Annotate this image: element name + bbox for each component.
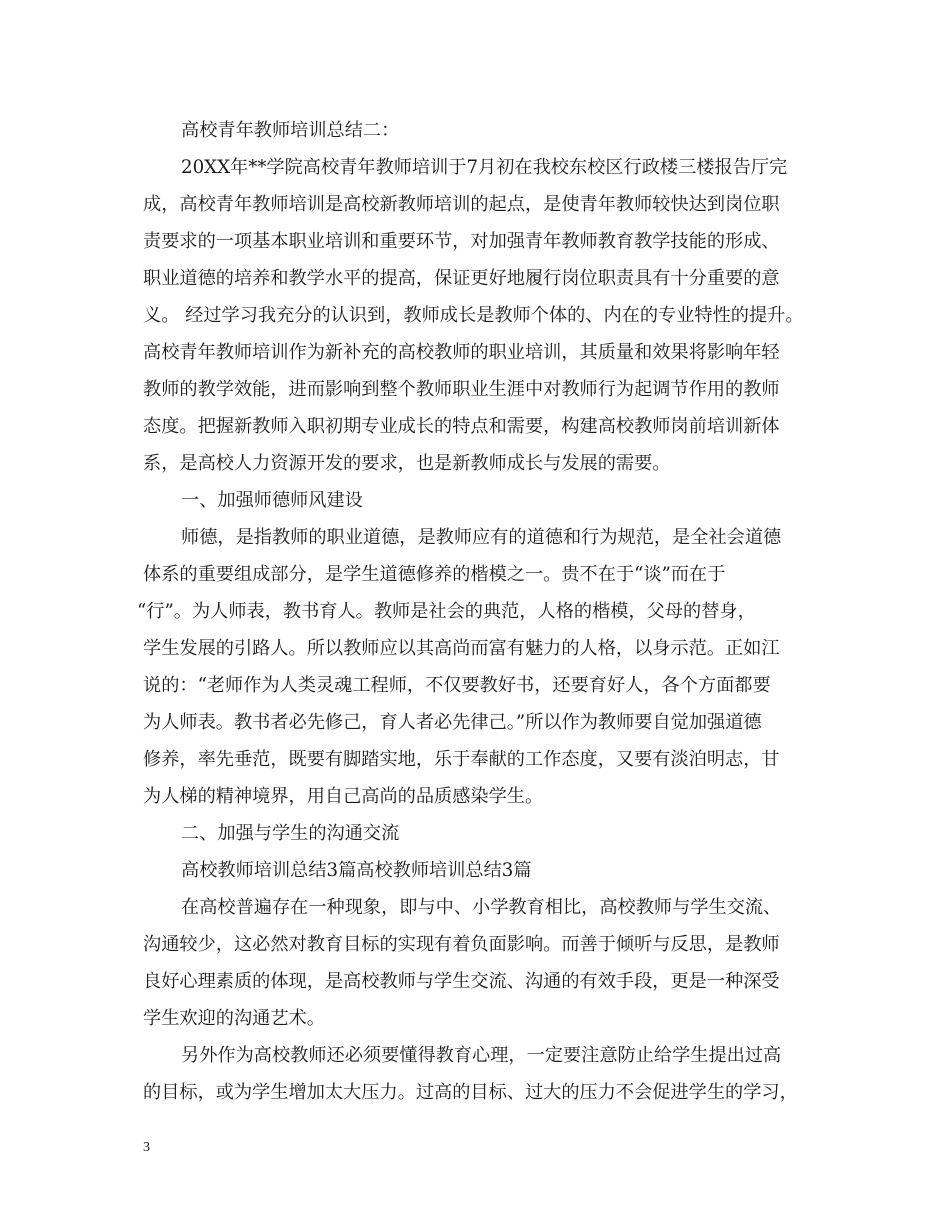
- text-line: 成，高校青年教师培训是高校新教师培训的起点，是使青年教师较快达到岗位职: [143, 194, 780, 215]
- text-line: 高校青年教师培训作为新补充的高校教师的职业培训，其质量和效果将影响年轻: [143, 342, 780, 363]
- text-line: 学生欢迎的沟通艺术。: [143, 1008, 325, 1029]
- section-heading: 二、加强与学生的沟通交流: [181, 823, 400, 844]
- text-line: 学生发展的引路人。所以教师应以其高尚而富有魅力的人格，以身示范。正如江: [143, 638, 780, 659]
- text-line: 教师的教学效能，进而影响到整个教师职业生涯中对教师行为起调节作用的教师: [143, 379, 780, 400]
- section-heading: 一、加强师德师风建设: [181, 490, 363, 511]
- text-line: 高校青年教师培训总结二：: [181, 120, 400, 141]
- text-line: 态度。把握新教师入职初期专业成长的特点和需要，构建高校教师岗前培训新体: [143, 416, 780, 437]
- text-line: 为人师表。教书者必先修己，育人者必先律己。”所以作为教师要自觉加强道德: [143, 712, 762, 733]
- text-line: 体系的重要组成部分，是学生道德修养的楷模之一。贵不在于“谈”而在于: [143, 564, 726, 585]
- text-line: 责要求的一项基本职业培训和重要环节，对加强青年教师教育教学技能的形成、: [143, 231, 780, 252]
- text-line: 20XX年**学院高校青年教师培训于7月初在我校东校区行政楼三楼报告厅完: [181, 157, 788, 178]
- page-number: 3: [143, 1140, 150, 1155]
- text-line: 在高校普遍存在一种现象，即与中、小学教育相比，高校教师与学生交流、: [181, 897, 782, 918]
- text-line: 为人梯的精神境界，用自己高尚的品质感染学生。: [143, 786, 544, 807]
- text-line: 说的：“老师作为人类灵魂工程师，不仅要教好书，还要育好人，各个方面都要: [143, 675, 771, 696]
- text-line: 修养，率先垂范，既要有脚踏实地，乐于奉献的工作态度，又要有淡泊明志，甘: [143, 749, 780, 770]
- text-line: 沟通较少，这必然对教育目标的实现有着负面影响。而善于倾听与反思，是教师: [143, 934, 780, 955]
- text-line: 职业道德的培养和教学水平的提高，保证更好地履行岗位职责具有十分重要的意: [143, 268, 780, 289]
- text-line: 的目标，或为学生增加太大压力。过高的目标、过大的压力不会促进学生的学习，: [143, 1082, 798, 1103]
- text-line: 义。 经过学习我充分的认识到，教师成长是教师个体的、内在的专业特性的提升。: [143, 305, 804, 326]
- text-line: 良好心理素质的体现，是高校教师与学生交流、沟通的有效手段，更是一种深受: [143, 971, 780, 992]
- text-line: 师德，是指教师的职业道德，是教师应有的道德和行为规范，是全社会道德: [181, 527, 782, 548]
- text-line: “行”。为人师表，教书育人。教师是社会的典范，人格的楷模，父母的替身，: [137, 601, 756, 622]
- text-line: 另外作为高校教师还必须要懂得教育心理，一定要注意防止给学生提出过高: [181, 1045, 782, 1066]
- text-line: 高校教师培训总结3篇高校教师培训总结3篇: [181, 860, 532, 881]
- text-line: 系，是高校人力资源开发的要求，也是新教师成长与发展的需要。: [143, 453, 671, 474]
